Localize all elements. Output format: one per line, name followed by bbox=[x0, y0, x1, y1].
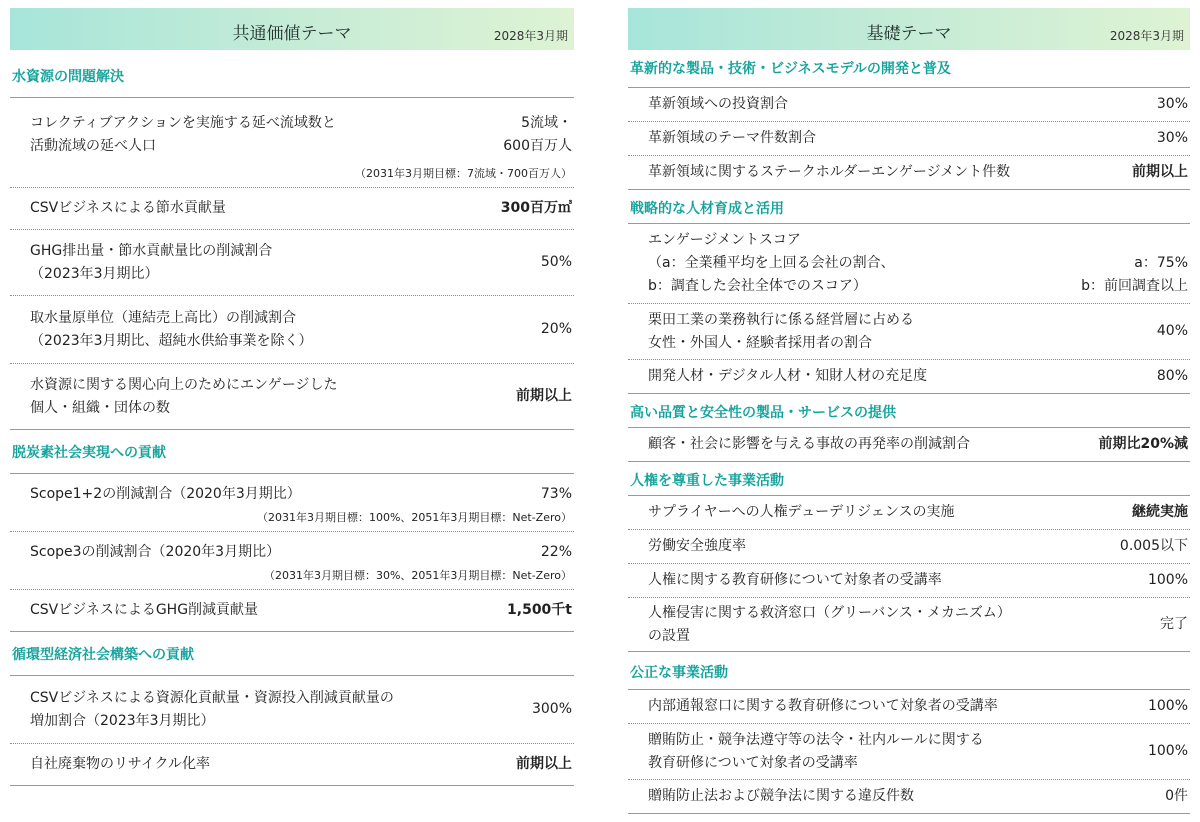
table-row bbox=[628, 304, 1190, 360]
row-value: 前期以上 bbox=[516, 388, 572, 404]
row-value: 300百万㎥ bbox=[500, 200, 572, 216]
row-value: 前期比20%減 bbox=[1098, 436, 1188, 452]
row-label: 増加割合（2023年3月期比） bbox=[30, 712, 215, 729]
row-label: コレクティブアクションを実施する延べ流域数と bbox=[30, 115, 336, 131]
row-label: 革新領域のテーマ件数割合 bbox=[648, 130, 816, 146]
table-header bbox=[628, 8, 1190, 50]
table-row bbox=[628, 122, 1190, 156]
row-value: 0.005以下 bbox=[1119, 538, 1188, 554]
row-value: 100% bbox=[1147, 743, 1188, 759]
row-label: 顧客・社会に影響を与える事故の再発率の削減割合 bbox=[648, 436, 970, 452]
row-value: 20% bbox=[540, 321, 572, 337]
table-row bbox=[10, 676, 574, 744]
table-row bbox=[628, 496, 1190, 530]
row-value: 5流域・ bbox=[521, 115, 572, 131]
section-title: 水資源の問題解決 bbox=[10, 50, 574, 98]
row-label: GHG排出量・節水貢献量比の削減割合 bbox=[30, 242, 273, 259]
row-label: 人権侵害に関する救済窓口（グリーバンス・メカニズム） bbox=[648, 604, 1011, 621]
row-value: 完了 bbox=[1160, 616, 1188, 632]
section-title: 公正な事業活動 bbox=[628, 652, 1190, 690]
row-label: Scope3の削減割合（2020年3月期比） bbox=[30, 543, 281, 560]
table-row bbox=[628, 780, 1190, 814]
section-title: 脱炭素社会実現への貢献 bbox=[10, 430, 574, 474]
row-value: 50% bbox=[540, 254, 572, 270]
row-label: （a：全業種平均を上回る会社の割合、 bbox=[648, 255, 895, 271]
row-value: 前期以上 bbox=[1132, 164, 1188, 180]
table-row bbox=[628, 156, 1190, 190]
table-title: 基礎テーマ bbox=[866, 24, 952, 44]
row-label: Scope1+2の削減割合（2020年3月期比） bbox=[30, 485, 301, 502]
section-title: 人権を尊重した事業活動 bbox=[628, 462, 1190, 496]
row-label: 栗田工業の業務執行に係る経営層に占める bbox=[648, 311, 914, 328]
table-row bbox=[10, 98, 574, 188]
row-value: 100% bbox=[1147, 698, 1188, 714]
table-row bbox=[628, 690, 1190, 724]
row-value: 1,500千t bbox=[507, 602, 572, 618]
table-row bbox=[628, 530, 1190, 564]
table-row bbox=[10, 230, 574, 296]
table-row bbox=[628, 428, 1190, 462]
row-value: 0件 bbox=[1165, 788, 1188, 804]
row-value: 30% bbox=[1156, 130, 1188, 146]
row-value: 30% bbox=[1156, 96, 1188, 112]
table-row bbox=[10, 744, 574, 786]
row-label: （2023年3月期比） bbox=[30, 265, 159, 282]
table-row bbox=[10, 188, 574, 230]
section-title: 循環型経済社会構築への貢献 bbox=[10, 632, 574, 676]
target-period: 2028年3月期 bbox=[1109, 29, 1184, 43]
table-row bbox=[628, 598, 1190, 652]
row-value: 40% bbox=[1156, 323, 1188, 339]
table-row bbox=[628, 224, 1190, 304]
row-label: 革新領域に関するステークホルダーエンゲージメント件数 bbox=[648, 164, 1011, 180]
row-value: 前期以上 bbox=[516, 756, 572, 772]
table-row bbox=[10, 296, 574, 364]
row-note: （2031年3月期目標：7流域・700百万人） bbox=[355, 167, 572, 180]
row-label: 個人・組織・団体の数 bbox=[30, 399, 170, 416]
row-label: 内部通報窓口に関する教育研修について対象者の受講率 bbox=[648, 698, 998, 714]
row-label: サプライヤーへの人権デューデリジェンスの実施 bbox=[648, 504, 955, 520]
table-row bbox=[628, 564, 1190, 598]
table-header bbox=[10, 8, 574, 50]
row-value: 80% bbox=[1156, 368, 1188, 384]
table-row bbox=[10, 474, 574, 532]
table-row bbox=[10, 364, 574, 430]
row-value: 22% bbox=[540, 543, 572, 560]
row-note: （2031年3月期目標：30%、2051年3月期目標：Net-Zero） bbox=[263, 569, 572, 582]
table-row bbox=[10, 590, 574, 632]
table-row bbox=[10, 532, 574, 590]
row-label: 自社廃棄物のリサイクル化率 bbox=[30, 756, 211, 772]
row-label: の設置 bbox=[648, 627, 690, 644]
row-label: エンゲージメントスコア bbox=[648, 232, 801, 248]
row-label: 取水量原単位（連結売上高比）の削減割合 bbox=[30, 309, 296, 326]
row-label: 革新領域への投資割合 bbox=[648, 96, 788, 112]
foundational-theme-table bbox=[628, 8, 1190, 814]
row-label: CSVビジネスによるGHG削減貢献量 bbox=[30, 602, 259, 618]
table-row bbox=[628, 724, 1190, 780]
row-label: 人権に関する教育研修について対象者の受講率 bbox=[648, 572, 942, 588]
row-label: 教育研修について対象者の受講率 bbox=[648, 754, 858, 771]
row-label: CSVビジネスによる資源化貢献量・資源投入削減貢献量の bbox=[30, 689, 394, 706]
table-row bbox=[628, 88, 1190, 122]
table-row bbox=[628, 360, 1190, 394]
row-label: 贈賄防止法および競争法に関する違反件数 bbox=[648, 788, 914, 804]
section-title: 高い品質と安全性の製品・サービスの提供 bbox=[628, 394, 1190, 428]
row-value: a：75% bbox=[1134, 254, 1188, 271]
common-value-theme-table bbox=[10, 8, 574, 786]
row-label: 水資源に関する関心向上のためにエンゲージした bbox=[30, 376, 338, 393]
row-value: 100% bbox=[1147, 572, 1188, 588]
row-label: （2023年3月期比、超純水供給事業を除く） bbox=[30, 332, 313, 349]
row-value: 継続実施 bbox=[1132, 504, 1188, 520]
row-label: 労働安全強度率 bbox=[648, 538, 746, 554]
row-note: （2031年3月期目標：100%、2051年3月期目標：Net-Zero） bbox=[256, 511, 572, 524]
row-value: b：前回調査以上 bbox=[1081, 277, 1188, 294]
row-label: 女性・外国人・経験者採用者の割合 bbox=[648, 334, 872, 351]
row-label: 贈賄防止・競争法遵守等の法令・社内ルールに関する bbox=[648, 731, 984, 748]
target-period: 2028年3月期 bbox=[493, 29, 568, 43]
row-value: 600百万人 bbox=[503, 138, 572, 154]
section-title: 革新的な製品・技術・ビジネスモデルの開発と普及 bbox=[628, 50, 1190, 88]
row-label: 活動流域の延べ人口 bbox=[30, 138, 156, 154]
row-label: b：調査した会社全体でのスコア） bbox=[648, 278, 867, 294]
table-title: 共通価値テーマ bbox=[232, 24, 352, 44]
row-label: CSVビジネスによる節水貢献量 bbox=[30, 200, 226, 216]
row-value: 300% bbox=[531, 701, 572, 717]
row-value: 73% bbox=[540, 485, 572, 502]
row-label: 開発人材・デジタル人材・知財人材の充足度 bbox=[648, 368, 928, 384]
section-title: 戦略的な人材育成と活用 bbox=[628, 190, 1190, 224]
